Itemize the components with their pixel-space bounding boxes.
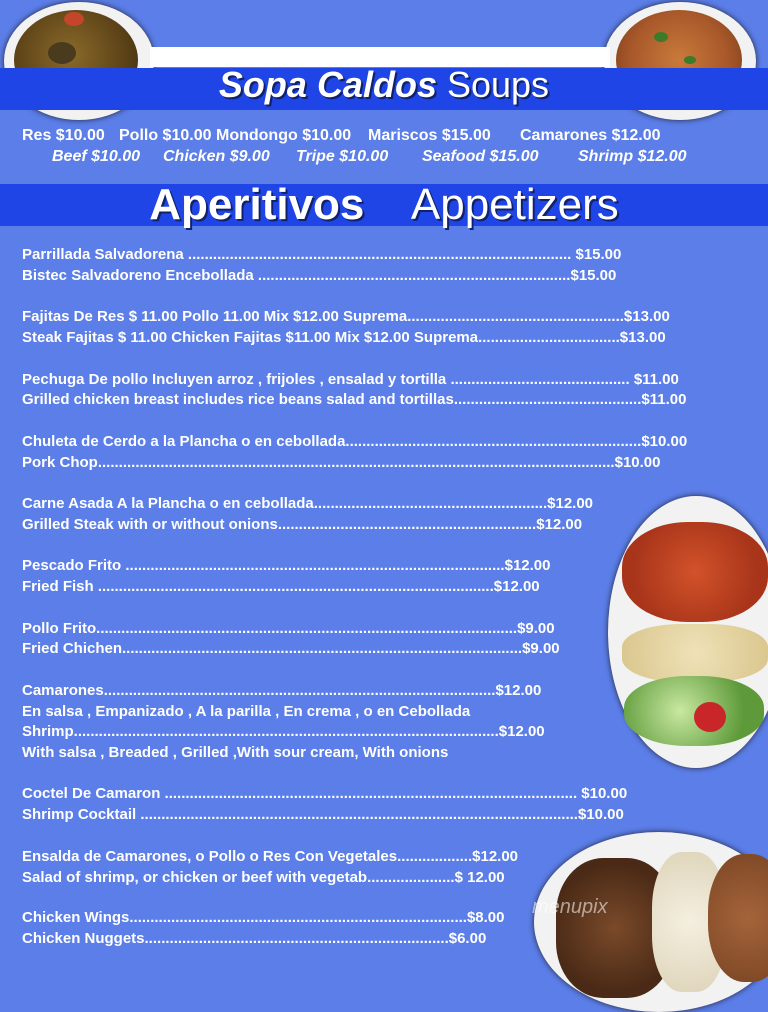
soup-item: Res $10.00 bbox=[22, 127, 105, 144]
soup-item: Beef $10.00 bbox=[52, 148, 141, 165]
watermark: menupix bbox=[532, 896, 608, 918]
menu-item-line: With salsa , Breaded , Grilled ,With sour cream, With onions bbox=[22, 744, 449, 761]
menu-item-line: Shrimp......................................................................................................$12.00 bbox=[22, 723, 545, 740]
soup-item: Mondongo $10.00 bbox=[216, 127, 352, 144]
menu-item-line: Fried Chichen................................................................................................$9.00 bbox=[22, 640, 560, 657]
soup-item: Chicken $9.00 bbox=[163, 148, 270, 165]
menu-item-line: Chuleta de Cerdo a la Plancha o en cebollada.......................................................................$10.00 bbox=[22, 433, 688, 450]
menu-item-line: Grilled chicken breast includes rice beans salad and tortillas.............................................$11.00 bbox=[22, 391, 687, 408]
menu-item-line: Pescado Frito ...........................................................................................$12.00 bbox=[22, 557, 551, 574]
menu-item-line: Fried Fish ...............................................................................................$12.00 bbox=[22, 578, 540, 595]
soups-title-spanish: Sopa Caldos bbox=[218, 64, 437, 105]
menu-item-line: Parrillada Salvadorena ............................................................................................ $15.00 bbox=[22, 246, 622, 263]
menu-item-line: Salad of shrimp, or chicken or beef with vegetab.....................$ 12.00 bbox=[22, 869, 505, 886]
appetizers-title-spanish: Aperitivos bbox=[149, 180, 365, 229]
soups-spanish-row bbox=[0, 127, 768, 149]
appetizers-title-english: Appetizers bbox=[410, 180, 619, 229]
menu-item-line: Bistec Salvadoreno Encebollada ...........................................................................$15.00 bbox=[22, 267, 617, 284]
menu-item-line: Carne Asada A la Plancha o en cebollada........................................................$12.00 bbox=[22, 495, 594, 512]
menu-item-line: En salsa , Empanizado , A la parilla , En crema , o en Cebollada bbox=[22, 703, 471, 720]
soup-item: Mariscos $15.00 bbox=[368, 127, 491, 144]
menu-item-line: Fajitas De Res $ 11.00 Pollo 11.00 Mix $12.00 Suprema....................................................$13.00 bbox=[22, 308, 670, 325]
menu-item-line: Shrimp Cocktail .........................................................................................................$10.00 bbox=[22, 806, 624, 823]
menu-item-line: Pechuga De pollo Incluyen arroz , frijoles , ensalad y tortilla ........................................... $11.00 bbox=[22, 371, 679, 388]
fajitas-plate-image bbox=[534, 832, 768, 1012]
soup-item: Seafood $15.00 bbox=[422, 148, 539, 165]
soup-item: Tripe $10.00 bbox=[296, 148, 389, 165]
menu-item-line: Coctel De Camaron ................................................................................................... $10.00 bbox=[22, 785, 628, 802]
menu-item-line: Chicken Nuggets.........................................................................$6.00 bbox=[22, 930, 487, 947]
soups-title bbox=[0, 64, 768, 106]
menu-item-line: Pollo Frito.....................................................................................................$9.00 bbox=[22, 620, 555, 637]
menu-item-line: Chicken Wings.................................................................................$8.00 bbox=[22, 909, 505, 926]
menu-item-line: Pork Chop............................................................................................................................$10.00 bbox=[22, 454, 661, 471]
soups-english-row bbox=[0, 148, 768, 170]
menu-item-line: Grilled Steak with or without onions..............................................................$12.00 bbox=[22, 516, 583, 533]
menu-item-line: Ensalda de Camarones, o Pollo o Res Con Vegetales..................$12.00 bbox=[22, 848, 519, 865]
soups-title-english: Soups bbox=[446, 64, 550, 105]
soup-item: Camarones $12.00 bbox=[520, 127, 661, 144]
menu-item-line: Steak Fajitas $ 11.00 Chicken Fajitas $11.00 Mix $12.00 Suprema..................................$13.00 bbox=[22, 329, 666, 346]
shrimp-rice-salad-plate-image bbox=[608, 496, 768, 768]
soup-item: Shrimp $12.00 bbox=[578, 148, 687, 165]
appetizers-title bbox=[0, 180, 768, 230]
menu-item-line: Camarones..............................................................................................$12.00 bbox=[22, 682, 542, 699]
soup-item: Pollo $10.00 bbox=[119, 127, 212, 144]
